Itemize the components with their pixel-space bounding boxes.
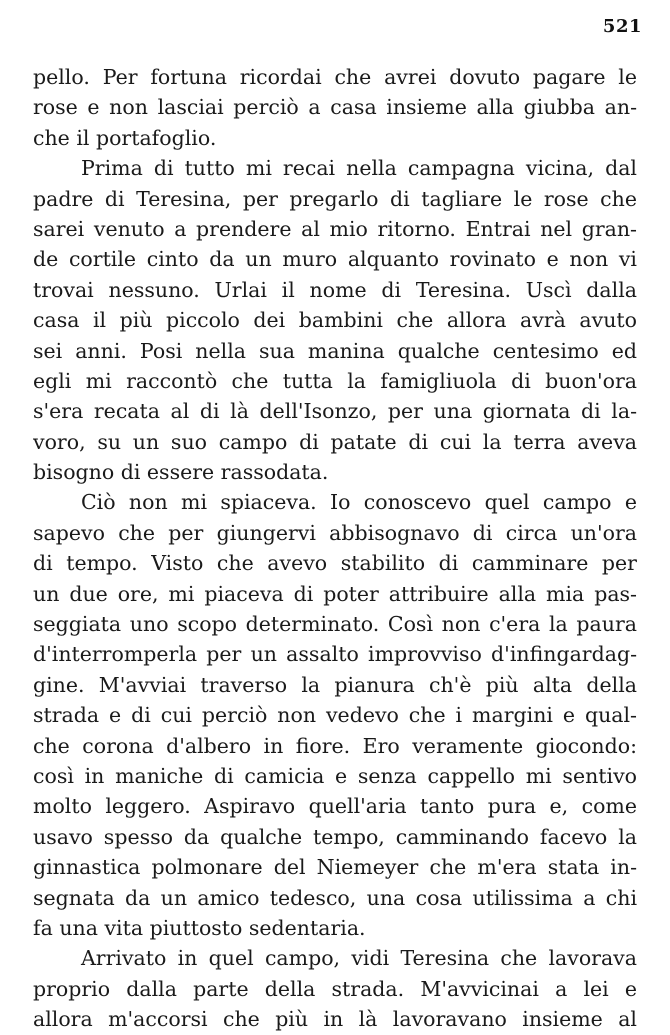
text-line: molto leggero. Aspiravo quell'aria tanto pura e, come [33, 794, 637, 819]
text-line: che il portafoglio. [33, 125, 217, 150]
text-line: sarei venuto a prendere al mio ritorno. Entrai nel gran- [33, 216, 637, 241]
text-line: d'interromperla per un assalto improvviso d'infingardag- [33, 642, 637, 667]
paragraph [33, 62, 637, 153]
text-line: Prima di tutto mi recai nella campagna vicina, dal [81, 156, 637, 181]
text-line: allora m'accorsi che più in là lavoravano insieme al [33, 1007, 637, 1032]
text-line: di tempo. Visto che avevo stabilito di camminare per [33, 551, 637, 576]
text-line: bisogno di essere rassodata. [33, 460, 329, 485]
text-line: fa una vita piuttosto sedentaria. [33, 915, 366, 940]
text-line: rose e non lasciai perciò a casa insieme alla giubba an- [33, 95, 637, 120]
text-line: ginnastica polmonare del Niemeyer che m'era stata in- [33, 855, 637, 880]
text-line: sapevo che per giungervi abbisognavo di circa un'ora [33, 520, 637, 545]
paragraph [33, 153, 637, 487]
text-line: gine. M'avviai traverso la pianura ch'è più alta della [33, 672, 637, 697]
text-line: proprio dalla parte della strada. M'avvicinai a lei e [33, 976, 637, 1001]
paragraph [33, 487, 637, 943]
text-line: de cortile cinto da un muro alquanto rovinato e non vi [33, 247, 637, 272]
text-line: sei anni. Posi nella sua manina qualche centesimo ed [33, 338, 637, 363]
text-line: un due ore, mi piaceva di poter attribuire alla mia pas- [33, 581, 637, 606]
text-line: che corona d'albero in fiore. Ero veramente giocondo: [33, 733, 637, 758]
text-line: strada e di cui perciò non vedevo che i margini e qual- [33, 703, 637, 728]
text-line: Arrivato in quel campo, vidi Teresina che lavorava [81, 946, 637, 971]
text-line: seggiata uno scopo determinato. Così non c'era la paura [33, 612, 637, 637]
text-line: voro, su un suo campo di patate di cui la terra aveva [33, 429, 637, 454]
paragraph [33, 943, 637, 1034]
text-line: trovai nessuno. Urlai il nome di Teresina. Uscì dalla [33, 277, 637, 302]
text-line: usavo spesso da qualche tempo, camminando facevo la [33, 824, 637, 849]
text-line: egli mi raccontò che tutta la famigliuola di buon'ora [33, 368, 637, 393]
text-line: Ciò non mi spiaceva. Io conoscevo quel campo e [81, 490, 637, 515]
text-line: casa il più piccolo dei bambini che allora avrà avuto [33, 308, 637, 333]
text-line: segnata da un amico tedesco, una cosa utilissima a chi [33, 885, 637, 910]
text-line: pello. Per fortuna ricordai che avrei dovuto pagare le [33, 65, 637, 89]
page-number: 521 [602, 16, 642, 37]
text-line: così in maniche di camicia e senza cappello mi sentivo [33, 763, 637, 788]
text-line: padre di Teresina, per pregarlo di tagliare le rose che [33, 186, 637, 211]
body-text [33, 62, 637, 1035]
text-line: s'era recata al di là dell'Isonzo, per una giornata di la- [33, 399, 637, 424]
